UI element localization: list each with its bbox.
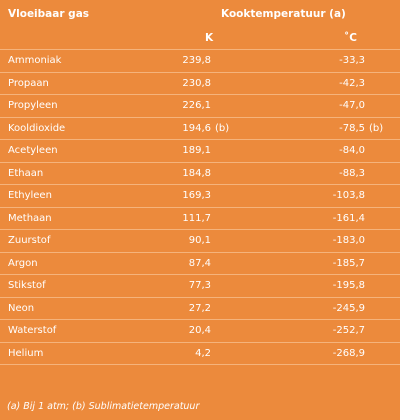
table-row [0,184,400,207]
celsius-value: -195,8 [332,280,365,291]
kelvin-value: 90,1 [188,235,211,246]
table-body [0,49,400,365]
celsius-value: -245,9 [332,302,365,314]
gas-name: Argon [8,257,38,269]
celsius-value: -78,5 [339,122,365,134]
gas-name: Stikstof [8,280,46,291]
kelvin-value: 189,1 [182,145,211,156]
table-row [0,117,400,140]
celsius-value: -103,8 [332,190,365,201]
kelvin-value: 226,1 [182,100,211,111]
celsius-value: -185,7 [332,257,365,269]
column-header-gas: Vloeibaar gas [8,8,90,20]
celsius-note: (b) [369,122,384,134]
table-row [0,297,400,320]
footnote: (a) Bij 1 atm; (b) Sublimatietemperatuur [7,401,200,412]
gas-name: Ethyleen [8,190,52,201]
table-row [0,162,400,185]
table-header-row [0,0,400,26]
kelvin-value: 239,8 [182,55,211,66]
celsius-value: -161,4 [332,212,365,224]
celsius-value: -47,0 [339,100,365,111]
celsius-value: -252,7 [332,325,365,336]
gas-name: Zuurstof [8,235,51,246]
kelvin-value: 4,2 [195,347,211,359]
celsius-value: -88,3 [339,167,365,179]
kelvin-value: 27,2 [188,302,211,314]
table-row [0,94,400,117]
gas-name: Kooldioxide [8,122,66,134]
table-row [0,274,400,297]
table-row [0,229,400,252]
celsius-value: -84,0 [339,145,365,156]
unit-kelvin: K [205,32,214,44]
gas-name: Propyleen [8,100,58,111]
kelvin-value: 87,4 [188,257,211,269]
table-row [0,319,400,342]
kelvin-value: 111,7 [182,212,211,224]
gas-name: Propaan [8,77,49,89]
gas-name: Ammoniak [8,55,62,66]
table-row [0,207,400,230]
table-row [0,72,400,95]
gas-name: Waterstof [8,325,57,336]
kelvin-note: (b) [215,122,230,134]
kelvin-value: 77,3 [188,280,211,291]
celsius-value: -33,3 [339,55,365,66]
gas-name: Helium [8,347,44,359]
kelvin-value: 194,6 [182,122,211,134]
column-header-boiling-temperature: Kooktemperatuur (a) [221,8,346,20]
gas-name: Neon [8,302,35,314]
kelvin-value: 184,8 [182,167,211,179]
unit-celsius: ˚C [344,32,357,44]
table-row [0,139,400,162]
kelvin-value: 20,4 [188,325,211,336]
table-row [0,342,400,365]
table-row [0,49,400,72]
gas-name: Methaan [8,212,52,224]
kelvin-value: 230,8 [182,77,211,89]
celsius-value: -42,3 [339,77,365,89]
table-row [0,252,400,275]
table-bottom-rule [0,364,400,365]
celsius-value: -268,9 [332,347,365,359]
kelvin-value: 169,3 [182,190,211,201]
celsius-value: -183,0 [332,235,365,246]
gas-name: Acetyleen [8,145,58,156]
table-unit-row [0,26,400,48]
gas-name: Ethaan [8,167,44,179]
